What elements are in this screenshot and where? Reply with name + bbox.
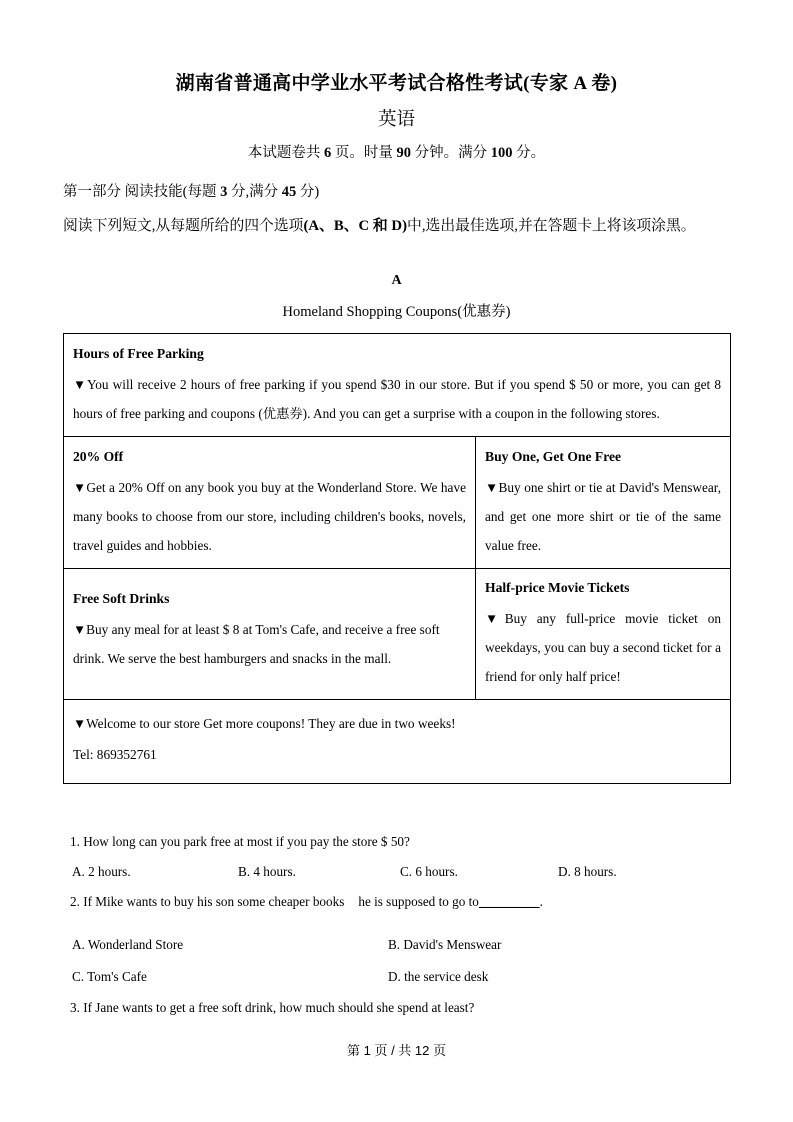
instruction-part2: 中,选出最佳选项,并在答题卡上将该项涂黑。 — [407, 218, 696, 234]
option-1-b[interactable]: B. 4 hours. — [238, 864, 296, 879]
coupon-body-parking: ▼You will receive 2 hours of free parking if you spend $30 in our store. But if you spend $ 50 or more, you can get 8 hours of free parking and coupons (优惠券). And you can get a surprise with a coupon in the following stores. — [73, 377, 722, 421]
meta-mid2: 分钟。满分 — [411, 145, 491, 161]
coupon-cell-parking — [64, 334, 731, 437]
meta-suffix: 分。 — [512, 145, 546, 161]
table-row — [64, 700, 731, 784]
part-label: 第一部分 阅读技能 — [63, 184, 183, 200]
passage-title: Homeland Shopping Coupons(优惠券) — [282, 304, 511, 320]
coupon-cell-welcome — [64, 700, 731, 784]
question-3-text: 3. If Jane wants to get a free soft drink, how much should she spend at least? — [70, 1000, 475, 1015]
meta-time: 90 — [396, 145, 411, 161]
coupon-heading-drinks: Free Soft Drinks — [73, 591, 170, 606]
question-2-period: . — [539, 894, 543, 909]
question-2-blank[interactable]: ________ — [478, 894, 540, 909]
option-2-c[interactable]: C. Tom's Cafe — [72, 969, 147, 984]
coupon-body-movie: ▼Buy any full-price movie ticket on weekdays, you can buy a second ticket for a friend for only half price! — [485, 611, 722, 684]
coupon-cell-drinks — [64, 569, 476, 700]
coupon-heading-discount: 20% Off — [73, 449, 124, 464]
instruction-part1: 阅读下列短文,从每题所给的四个选项 — [63, 218, 304, 234]
exam-meta — [0, 141, 793, 162]
part-detail-close: 分) — [296, 184, 320, 200]
question-2-options-row2 — [63, 969, 735, 991]
part-detail-open: (每题 — [182, 184, 221, 200]
table-row — [64, 334, 731, 437]
question-1-text: 1. How long can you park free at most if you pay the store $ 50? — [70, 834, 410, 849]
option-2-b[interactable]: B. David's Menswear — [388, 937, 502, 952]
meta-pages: 6 — [324, 145, 332, 161]
passage-letter: A — [391, 273, 402, 288]
coupon-heading-parking: Hours of Free Parking — [73, 346, 204, 361]
coupon-cell-discount — [64, 437, 476, 569]
coupon-body-bogo: ▼Buy one shirt or tie at David's Menswear, and get one more shirt or tie of the same value free. — [485, 480, 722, 553]
coupon-body-drinks: ▼Buy any meal for at least $ 8 at Tom's Cafe, and receive a free soft drink. We serve the best hamburgers and snacks in the mall. — [73, 622, 440, 666]
option-1-a[interactable]: A. 2 hours. — [72, 864, 131, 879]
coupon-cell-bogo — [476, 437, 731, 569]
question-2-options-row1 — [63, 937, 735, 959]
question-2 — [63, 894, 735, 916]
reading-instruction — [63, 211, 735, 241]
table-row — [64, 569, 731, 700]
question-2-text-after: he is supposed to go to — [358, 894, 479, 909]
part-one-heading — [63, 180, 733, 201]
subject-title: 英语 — [377, 110, 415, 130]
coupons-table — [63, 333, 731, 784]
page-title: 湖南省普通高中学业水平考试合格性考试(专家 A 卷) — [175, 73, 618, 94]
option-1-d[interactable]: D. 8 hours. — [558, 864, 617, 879]
option-2-a[interactable]: A. Wonderland Store — [72, 937, 184, 952]
page-footer: 第 1 页 / 共 12 页 — [347, 1043, 446, 1058]
option-2-d[interactable]: D. the service desk — [388, 969, 489, 984]
part-total: 45 — [281, 184, 297, 200]
part-detail-mid: 分,满分 — [227, 184, 282, 200]
question-1 — [63, 834, 735, 856]
coupon-tel: Tel: 869352761 — [73, 747, 157, 762]
option-1-c[interactable]: C. 6 hours. — [400, 864, 458, 879]
coupon-heading-bogo: Buy One, Get One Free — [485, 449, 622, 464]
meta-mid1: 页。时量 — [331, 145, 397, 161]
coupon-body-discount: ▼Get a 20% Off on any book you buy at the Wonderland Store. We have many books to choose from our store, including children's books, novels, travel guides and hobbies. — [73, 480, 466, 553]
question-2-text-before: 2. If Mike wants to buy his son some cheaper books — [70, 894, 345, 909]
question-3 — [63, 1000, 735, 1022]
instruction-options: (A、B、C 和 D) — [303, 218, 408, 234]
meta-score: 100 — [490, 145, 513, 161]
table-row — [64, 437, 731, 569]
question-2-text — [70, 894, 543, 910]
meta-prefix: 本试题卷共 — [247, 145, 324, 161]
coupon-cell-movie — [476, 569, 731, 700]
question-1-options — [63, 864, 735, 886]
part-points: 3 — [220, 184, 228, 200]
coupon-heading-movie: Half-price Movie Tickets — [485, 580, 630, 595]
coupon-body-welcome: ▼Welcome to our store Get more coupons! They are due in two weeks! — [73, 716, 456, 731]
